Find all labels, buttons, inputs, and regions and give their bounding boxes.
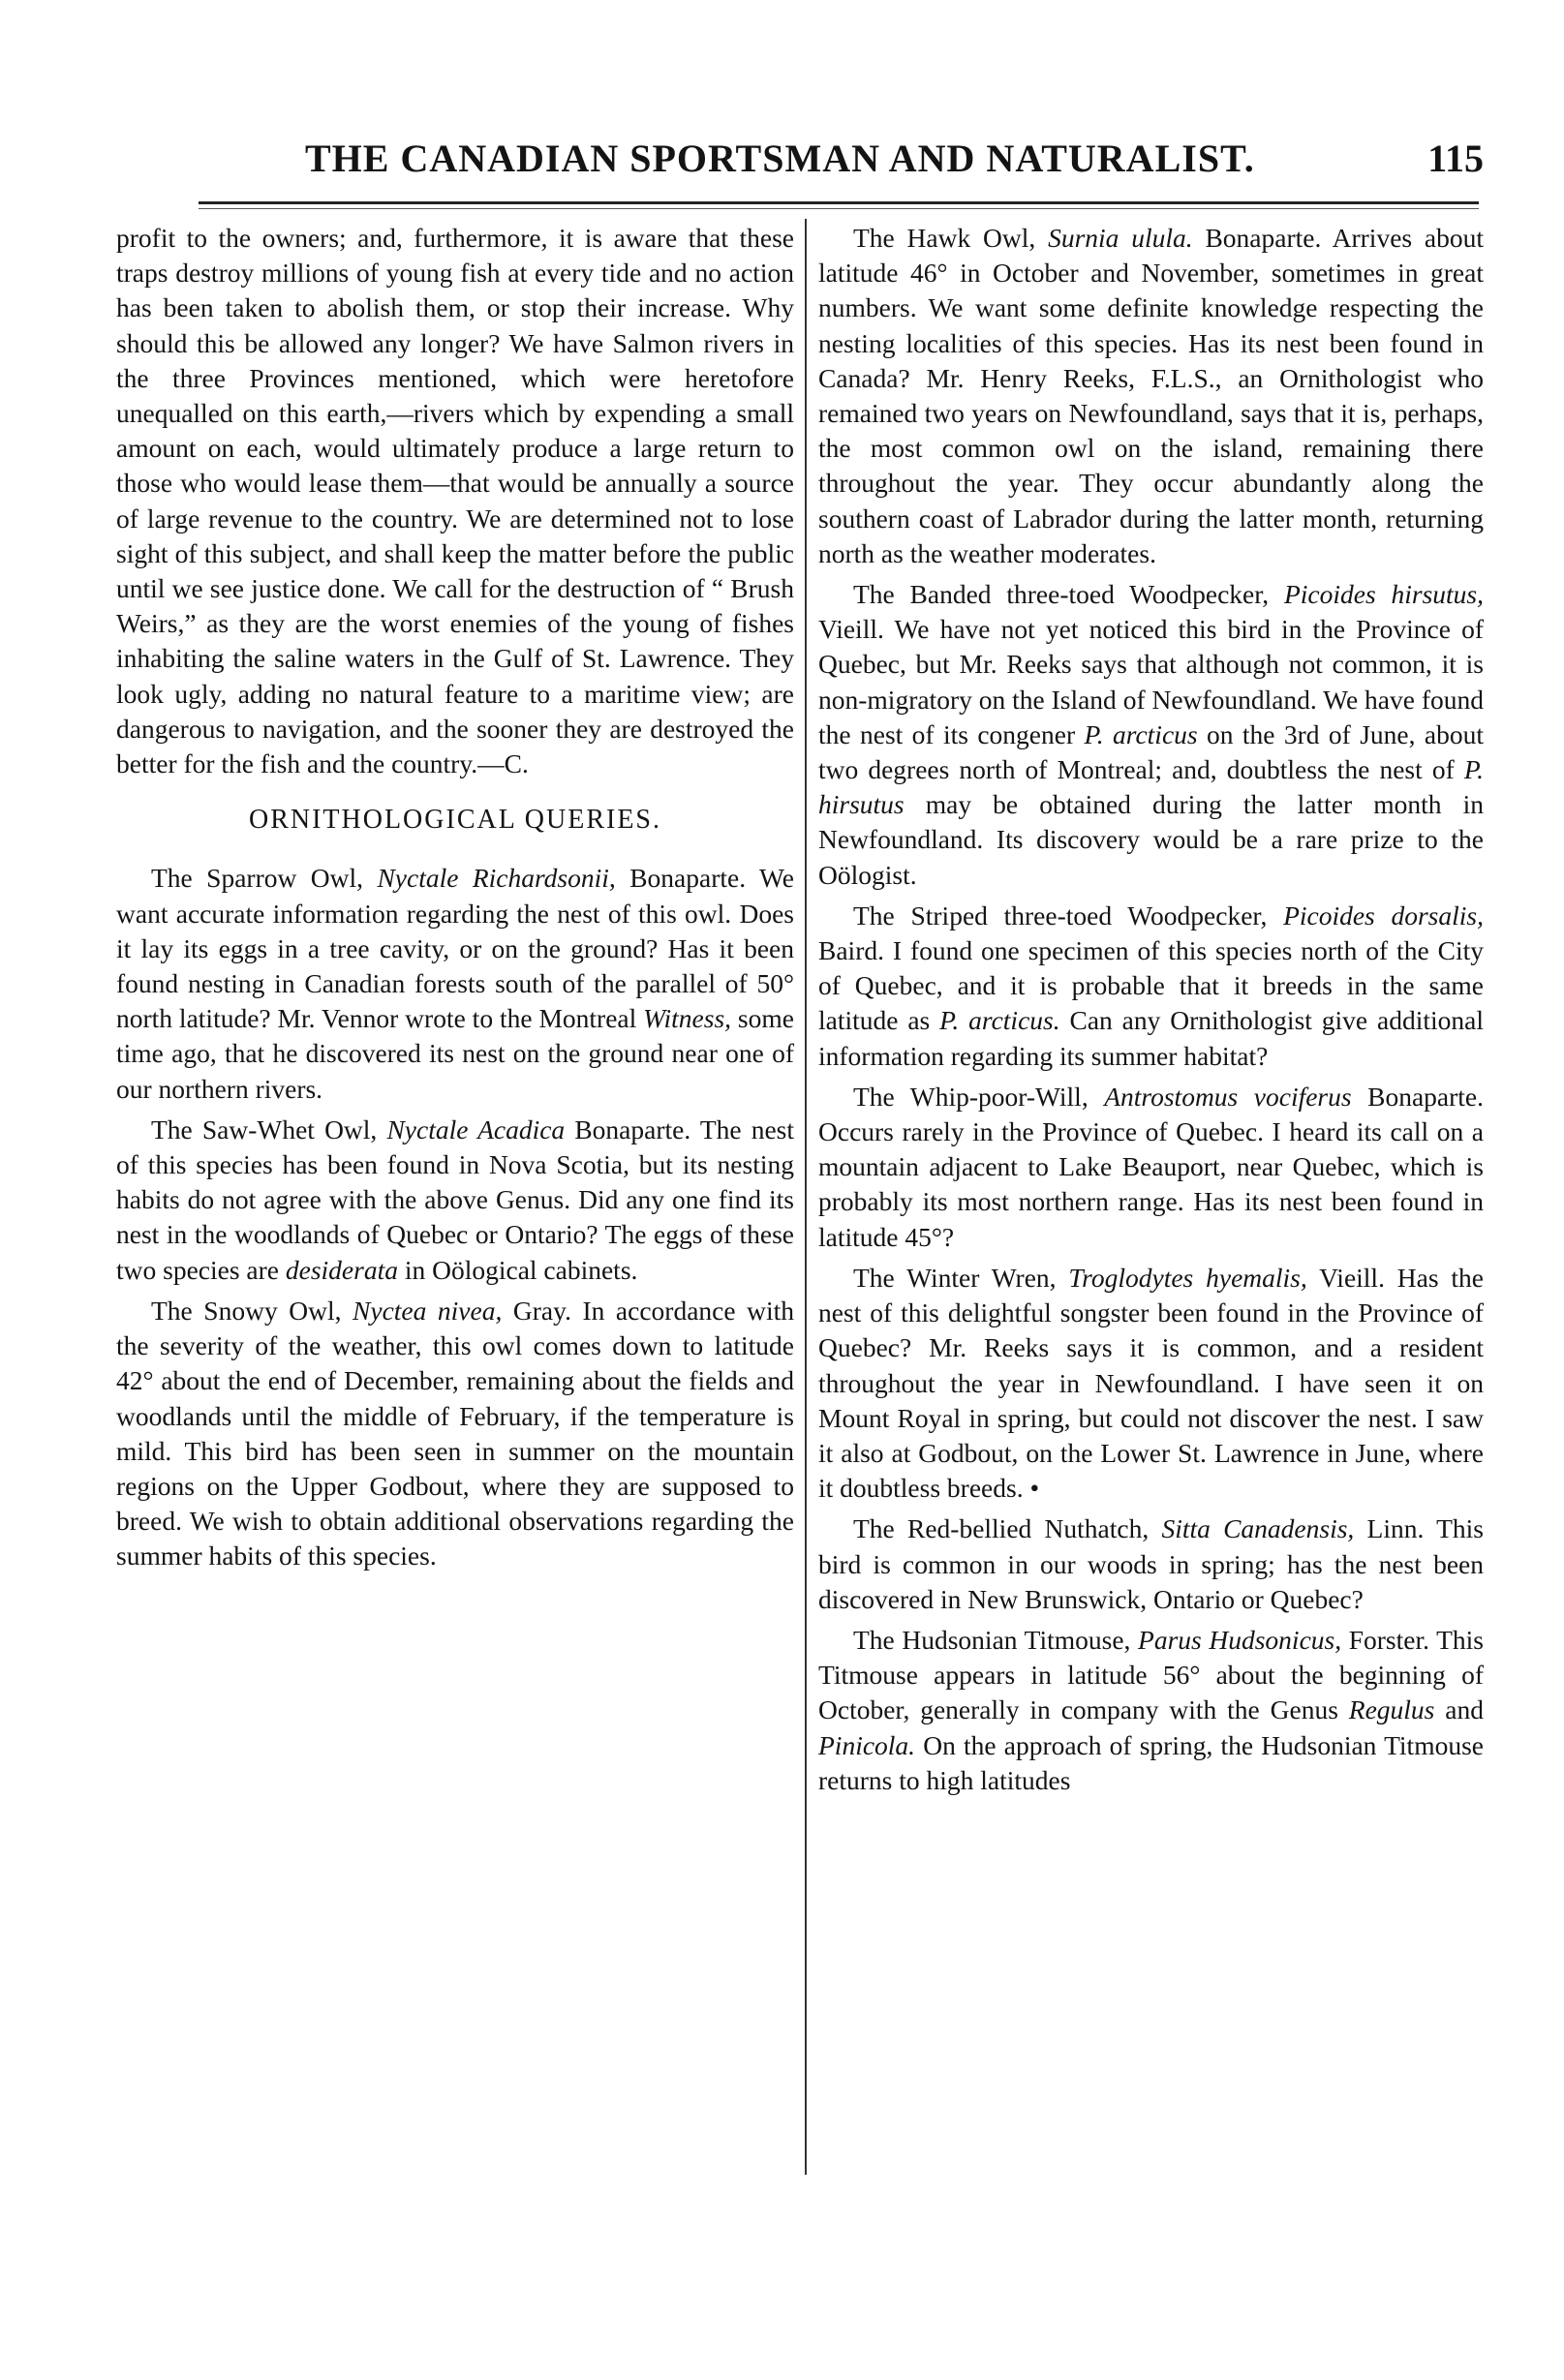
column-divider: [805, 219, 807, 2175]
species-name: Picoides dorsalis,: [1283, 900, 1484, 931]
entry-winter-wren: The Winter Wren, Troglodytes hyemalis, Vieill. Has the nest of this delightful songster been found in the Province of Quebec? Mr. Reeks says it is common, and a resident throughout the year in Newfoundland. I have seen it on Mount Royal in spring, but could not discover the nest. I saw it also at Godbout, on the Lower St. Lawrence in June, where it doubtless breeds. •: [818, 1262, 1485, 1504]
page-header: [116, 136, 1484, 194]
entry-sparrow-owl: The Sparrow Owl, Nyctale Richardsonii, Bonaparte. We want accurate information regarding the nest of this owl. Does it lay its eggs in a tree cavity, or on the ground? Has it been found nesting in Canadian forests south of the parallel of 50° north latitude? Mr. Vennor wrote to the Montreal Witness, some time ago, that he discovered its nest on the ground near one of our northern rivers.: [116, 863, 794, 1104]
page-number: 115: [1427, 137, 1484, 180]
right-column: [818, 221, 1484, 1804]
latin-term: desiderata: [285, 1254, 398, 1285]
entry-nuthatch: The Red-bellied Nuthatch, Sitta Canadensis, Linn. This bird is common in our woods in spring; has the nest been discovered in New Brunswick, Ontario or Quebec?: [818, 1513, 1484, 1614]
species-name: Picoides hirsutus,: [1283, 579, 1484, 610]
left-column: [116, 221, 794, 1580]
species-name: P. arcticus: [1084, 718, 1198, 749]
species-name: Sitta Canadensis,: [1161, 1513, 1355, 1544]
newspaper-name: Witness,: [643, 1003, 732, 1034]
species-name: P. hirsutus: [818, 754, 1484, 820]
entry-striped-woodpecker: The Striped three-toed Woodpecker, Picoides dorsalis, Baird. I found one specimen of this species north of the City of Quebec, and it is probable that it breeds in the same latitude as P. arcticus. Can any Ornithologist give additional information regarding its summer habitat?: [818, 900, 1484, 1071]
species-name: Surnia ulula.: [1048, 223, 1193, 253]
entry-titmouse: The Hudsonian Titmouse, Parus Hudsonicus, Forster. This Titmouse appears in latitude 56° about the beginning of October, generally in company with the Genus Regulus and Pinicola. On the approach of spring, the Hudsonian Titmouse returns to high latitudes: [818, 1624, 1484, 1795]
genus-name: Regulus: [1348, 1694, 1435, 1725]
entry-whip-poor-will: The Whip-poor-Will, Antrostomus vociferus Bonaparte. Occurs rarely in the Province of Quebec. I heard its call on a mountain adjacent to Lake Beauport, near Quebec, which is probably its most northern range. Has its nest been found in latitude 45°?: [818, 1081, 1484, 1252]
header-rule: [199, 201, 1479, 209]
species-name: Nyctale Acadica: [386, 1114, 566, 1144]
species-name: Antrostomus vociferus: [1104, 1081, 1352, 1112]
species-name: Nyctale Richardsonii,: [377, 863, 616, 894]
entry-snowy-owl: The Snowy Owl, Nyctea nivea, Gray. In accordance with the severity of the weather, this owl comes down to latitude 42° about the end of December, remaining about the fields and woodlands until the middle of February, if the temperature is mild. This bird has been seen in summer on the mountain regions on the Upper Godbout, where they are supposed to breed. We wish to obtain additional observations regarding the summer habits of this species.: [116, 1295, 794, 1571]
species-name: P. arcticus.: [939, 1005, 1060, 1036]
entry-banded-woodpecker: The Banded three-toed Woodpecker, Picoides hirsutus, Vieill. We have not yet noticed this bird in the Province of Quebec, but Mr. Reeks says that although not common, it is non-migratory on the Island of Newfoundland. We have found the nest of its congener P. arcticus on the 3rd of June, about two degrees north of Montreal; and, doubtless the nest of P. hirsutus may be obtained during the latter month in Newfoundland. Its discovery would be a rare prize to the Oölogist.: [818, 579, 1484, 890]
entry-saw-whet-owl: The Saw-Whet Owl, Nyctale Acadica Bonaparte. The nest of this species has been found in Nova Scotia, but its nesting habits do not agree with the above Genus. Did any one find its nest in the woodlands of Quebec or Ontario? The eggs of these two species are desiderata in Oölogical cabinets.: [116, 1114, 795, 1285]
running-title: THE CANADIAN SPORTSMAN AND NATURALIST.: [305, 137, 1255, 180]
genus-name: Pinicola.: [818, 1729, 916, 1760]
article-continuation: profit to the owners; and, furthermore, it is aware that these traps destroy millions of young fish at every tide and no action has been taken to abolish them, or stop their increase. Why should this be allowed any longer? We have Salmon rivers in the three Provinces mentioned, which were heretofore unequalled on this earth,—rivers which by expending a small amount on each, would ultimately produce a large return to those who would lease them—that would be annually a source of large revenue to the country. We are determined not to lose sight of this subject, and shall keep the matter before the public until we see justice done. We call for the destruction of “ Brush Weirs,” as they are the worst enemies of the young of fishes inhabiting the saline waters in the Gulf of St. Lawrence. They look ugly, adding no natural feature to a maritime view; are dangerous to navigation, and the sooner they are destroyed the better for the fish and the country.—C.: [116, 223, 794, 779]
species-name: Troglodytes hyemalis,: [1068, 1262, 1307, 1293]
entry-hawk-owl: The Hawk Owl, Surnia ulula. Bonaparte. Arrives about latitude 46° in October and November, sometimes in great numbers. We want some definite knowledge respecting the nesting localities of this species. Has its nest been found in Canada? Mr. Henry Reeks, F.L.S., an Ornithologist who remained two years on Newfoundland, says that it is, perhaps, the most common owl on the island, remaining there throughout the year. They occur abundantly along the southern coast of Labrador during the latter month, returning north as the weather moderates.: [818, 223, 1485, 568]
species-name: Parus Hudsonicus,: [1138, 1624, 1342, 1655]
species-name: Nyctea nivea,: [353, 1295, 503, 1326]
section-heading: ORNITHOLOGICAL QUERIES.: [248, 805, 662, 836]
